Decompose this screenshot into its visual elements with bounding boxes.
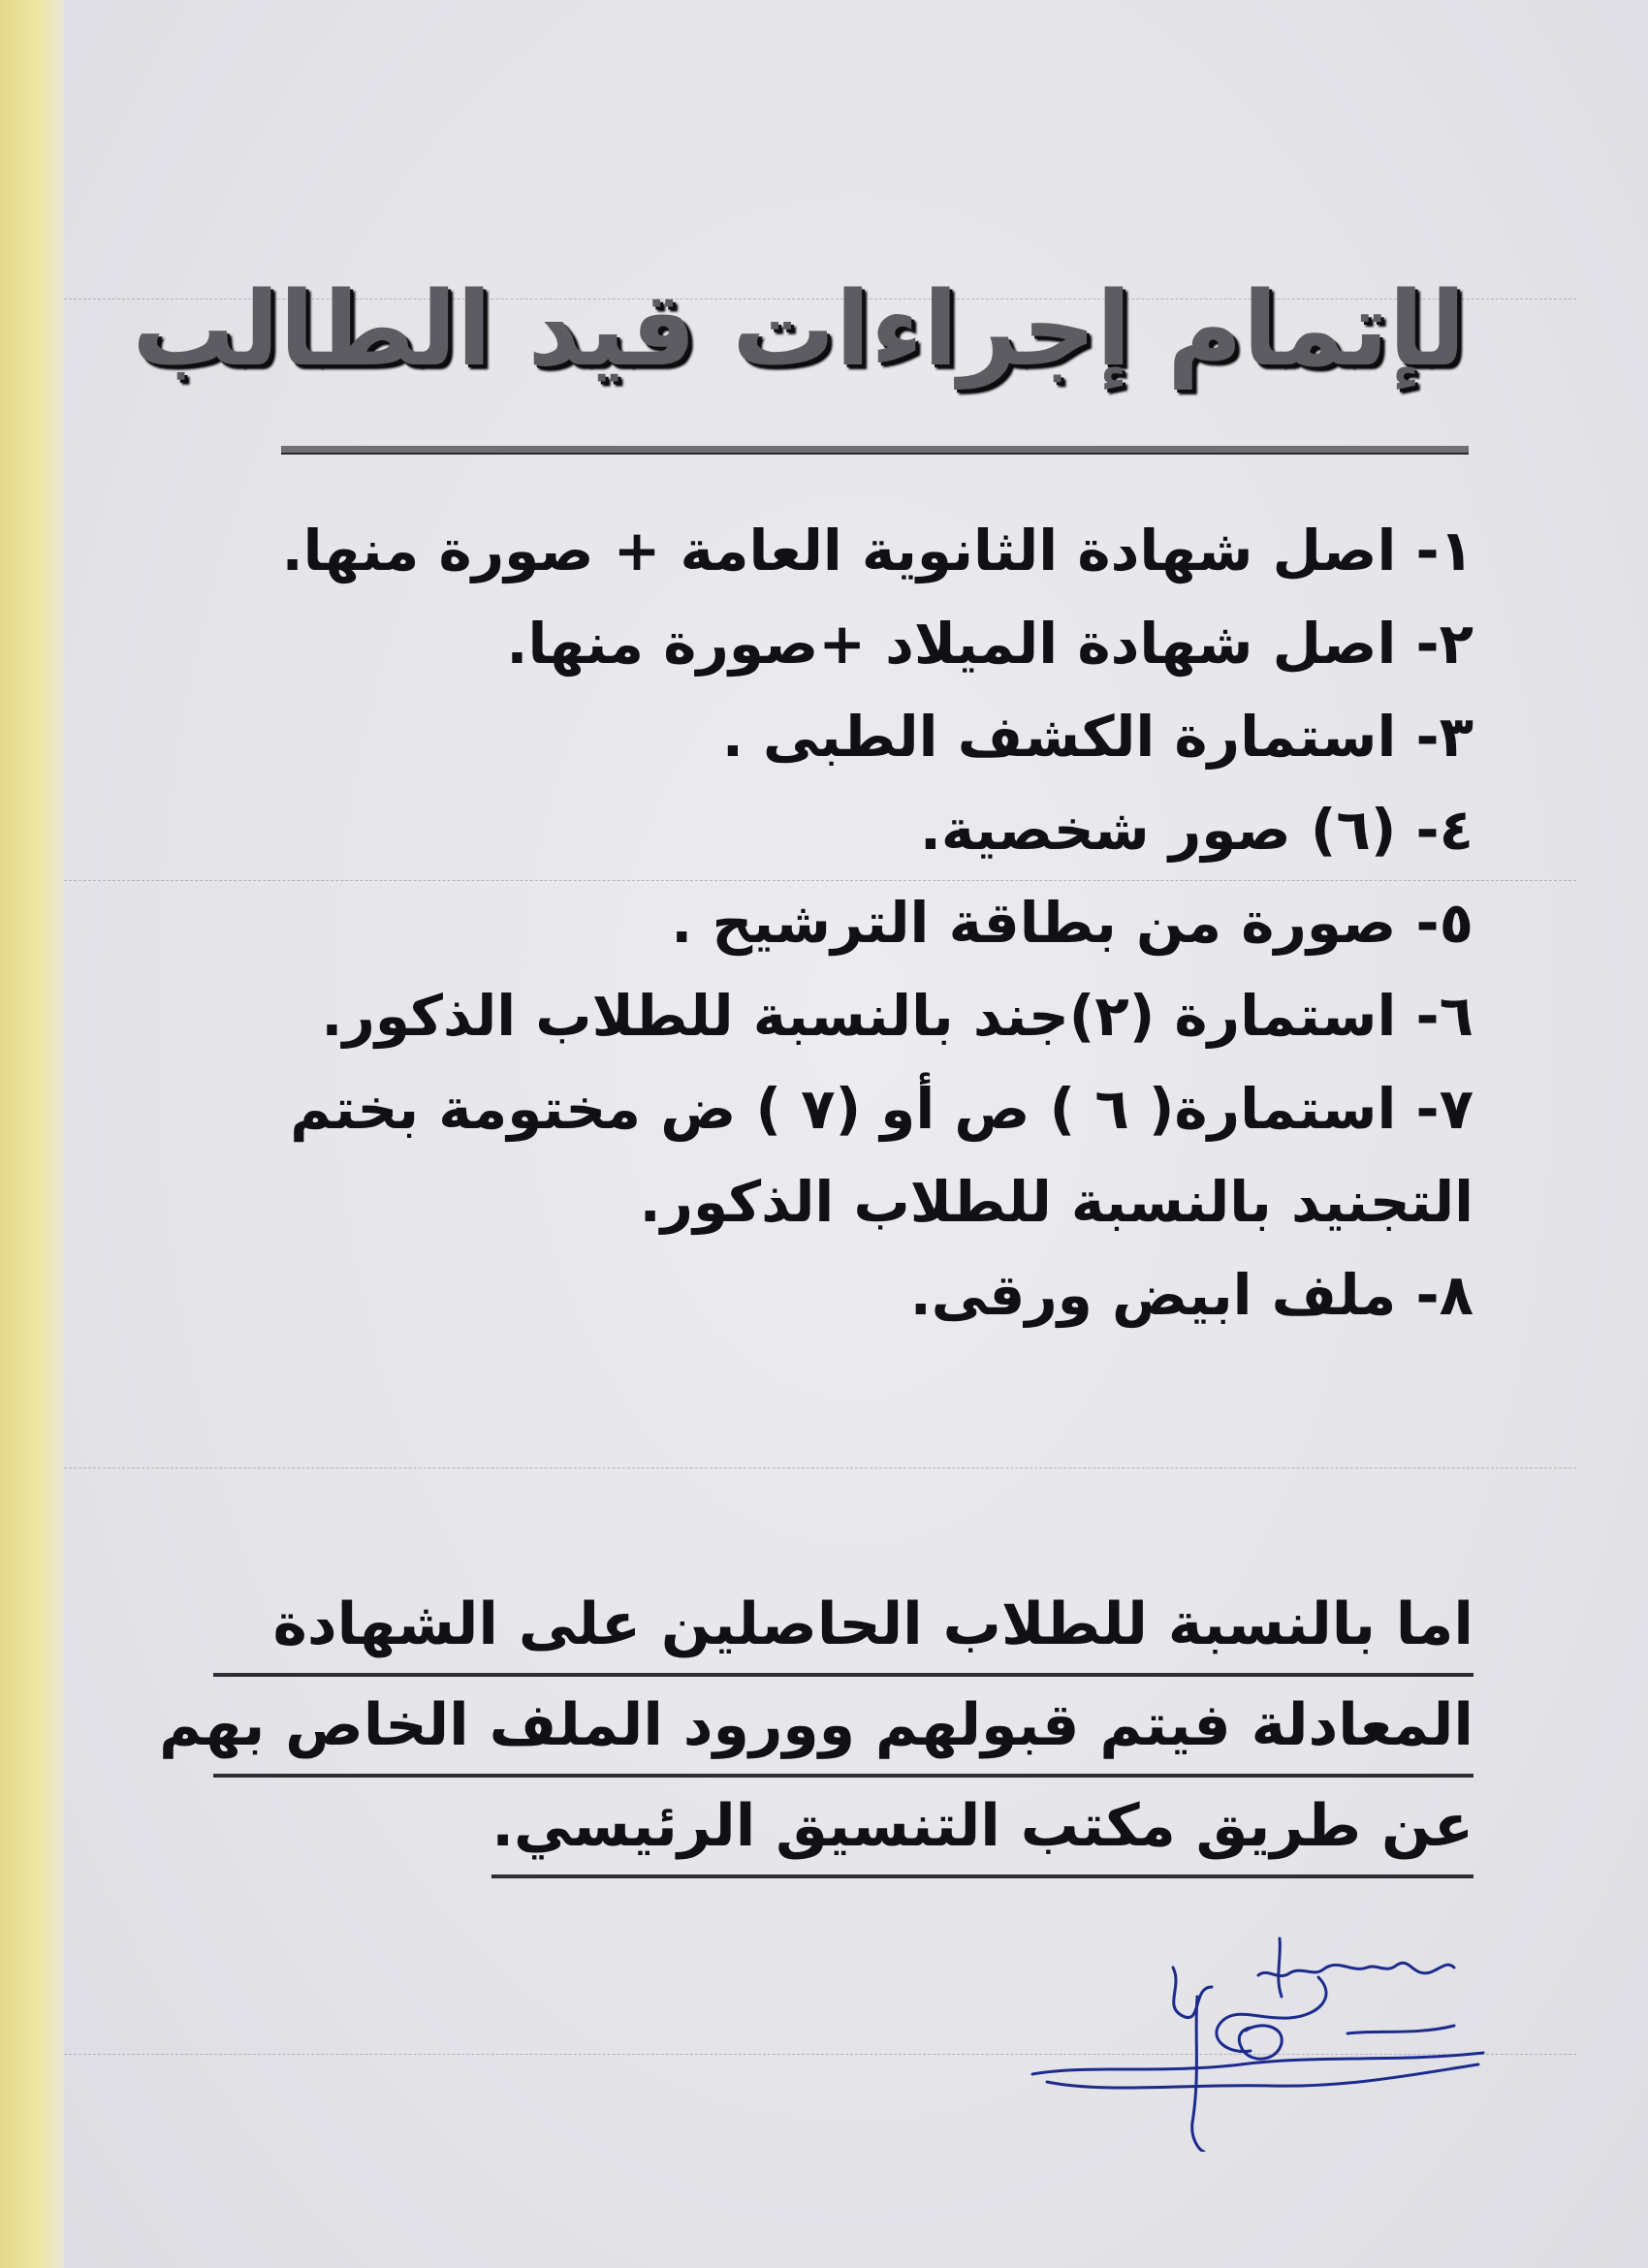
requirement-item: ٨- ملف ابيض ورقى. [909,1262,1474,1328]
requirement-item: ١- اصل شهادة الثانوية العامة + صورة منها. [281,518,1474,583]
requirement-item: ٤- (٦) صور شخصية. [919,797,1474,863]
handwritten-signature [1028,1929,1493,2152]
requirement-item: ٥- صورة من بطاقة الترشيح . [671,890,1474,956]
scan-artifact-line [64,1467,1576,1468]
requirement-item: ٢- اصل شهادة الميلاد +صورة منها. [506,611,1474,677]
title-underline [281,446,1469,455]
document-title: لإتمام إجراءات قيد الطالب [132,269,1466,389]
requirement-item: ٣- استمارة الكشف الطبى . [721,704,1474,770]
scan-left-edge [0,0,64,2268]
note-line: اما بالنسبة للطلاب الحاصلين على الشهادة [213,1590,1474,1677]
requirement-item: ٦- استمارة (٢)جند بالنسبة للطلاب الذكور. [321,983,1474,1049]
requirements-list [213,504,1474,1341]
note-line: المعادلة فيتم قبولهم وورود الملف الخاص بهم [213,1690,1474,1778]
equivalent-certificate-note [159,1590,1474,1892]
requirement-item: ٧- استمارة( ٦ ) ص أو (٧ ) ض مختومة بختم التجنيد بالنسبة للطلاب الذكور. [290,1076,1474,1235]
note-line: عن طريق مكتب التنسيق الرئيسي. [491,1791,1474,1878]
